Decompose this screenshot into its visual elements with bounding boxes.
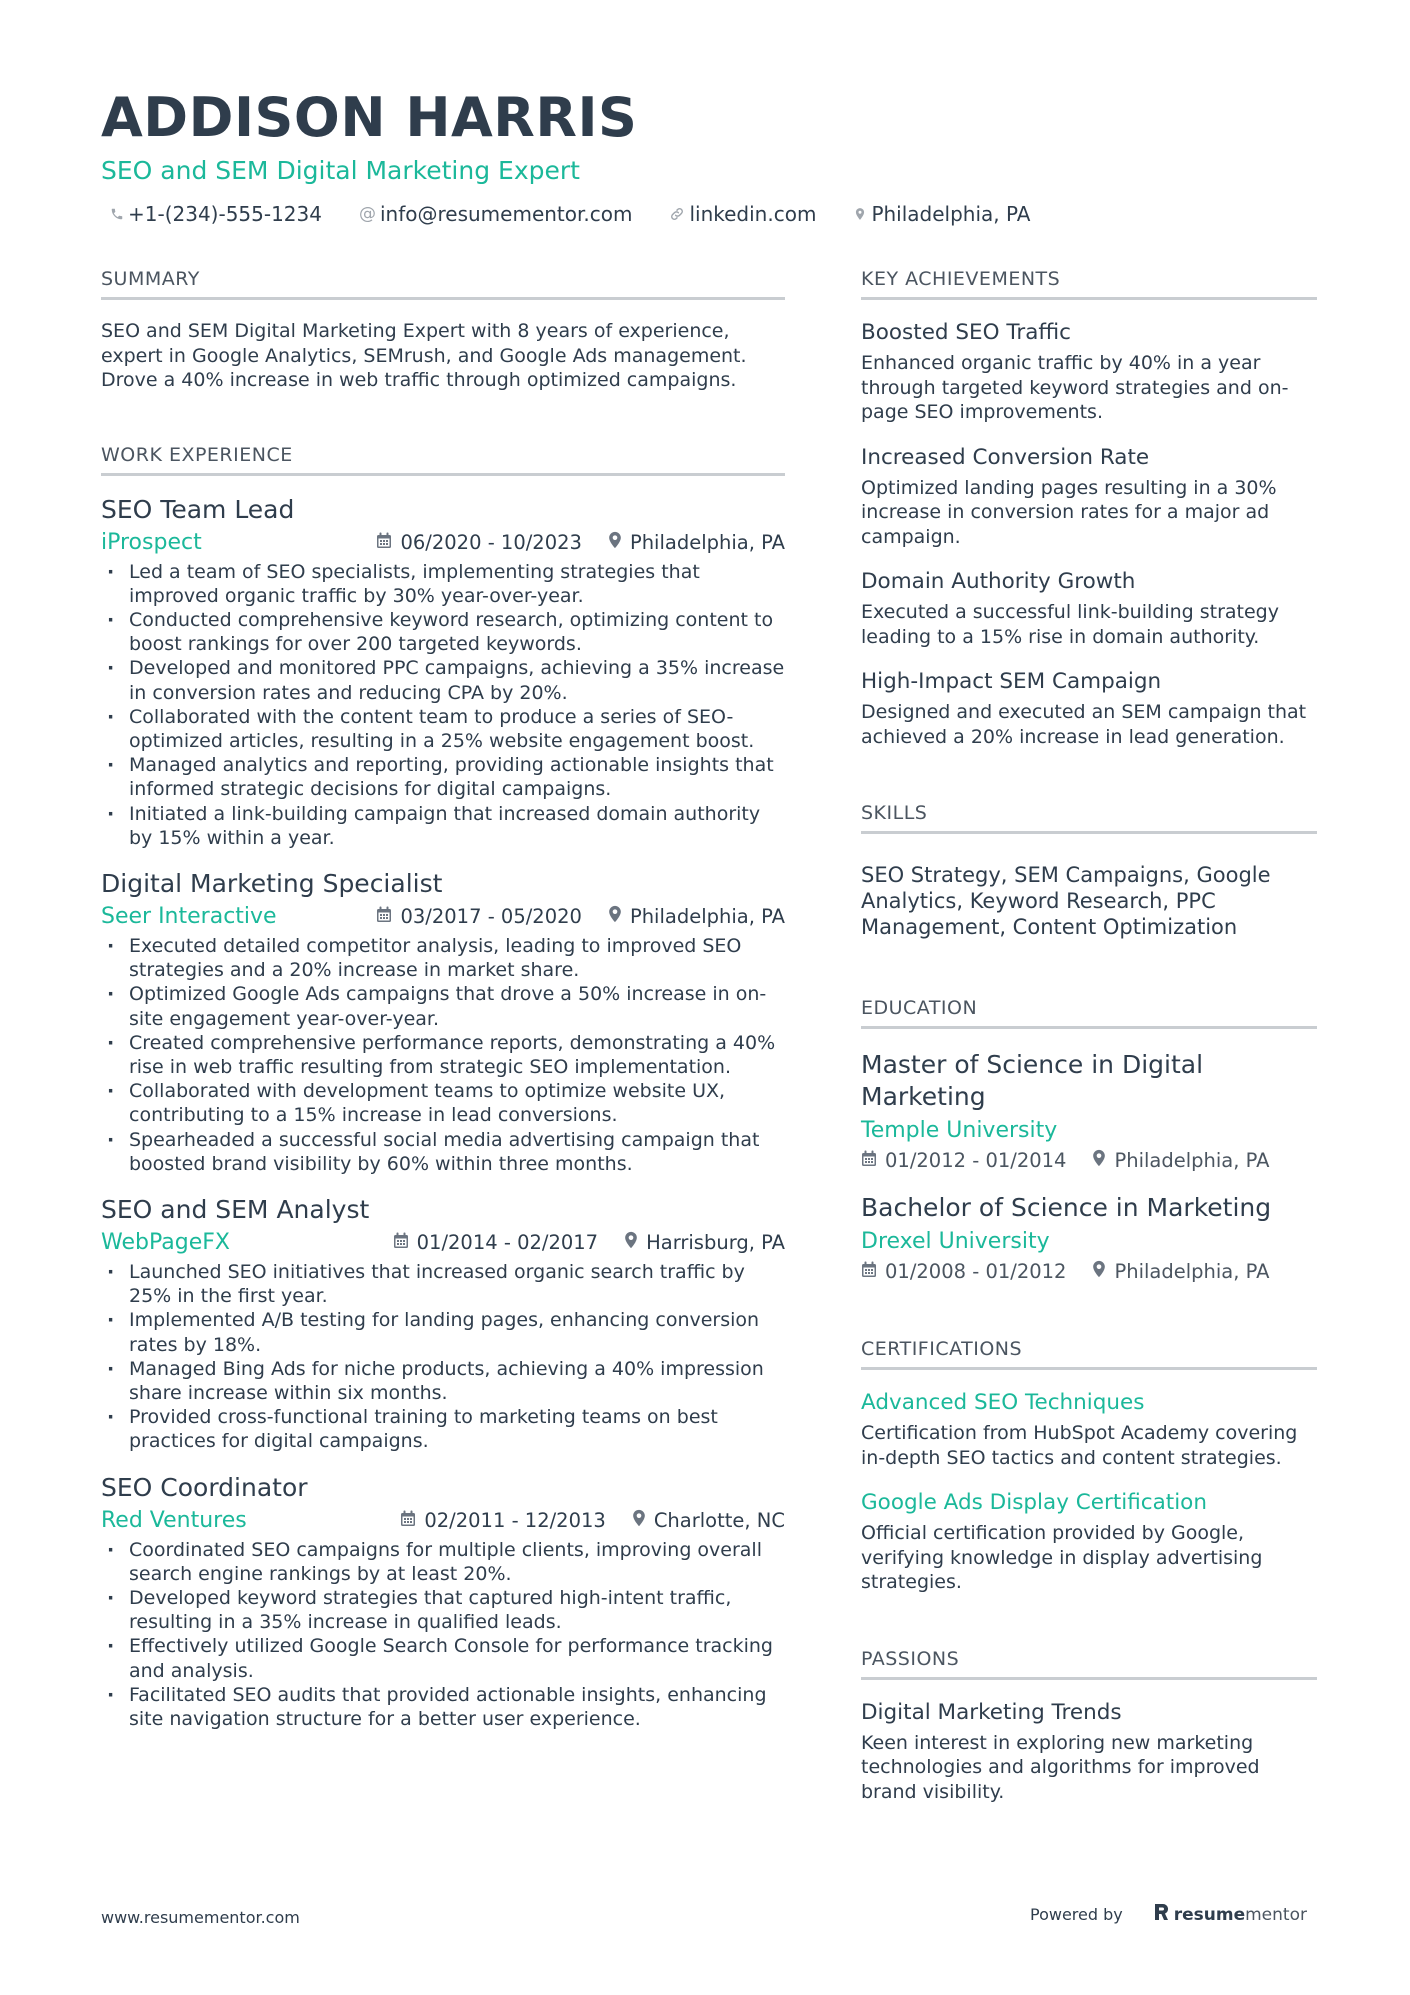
summary-heading: SUMMARY — [101, 267, 785, 300]
skills-text: SEO Strategy, SEM Campaigns, Google Analytics, Keyword Research, PPC Management, Content Optimization — [861, 863, 1271, 939]
location-pin-icon — [632, 1506, 646, 1536]
calendar-icon — [376, 528, 392, 558]
education-item — [861, 1192, 1317, 1283]
passion-item — [861, 1698, 1317, 1805]
certification-desc: Official certification provided by Google, verifying knowledge in display advertising strategies. — [861, 1522, 1263, 1593]
edu-school: Drexel University — [861, 1229, 1050, 1254]
job-meta — [101, 528, 785, 558]
edu-degree: Bachelor of Science in Marketing — [861, 1193, 1272, 1222]
edu-dates-text: 01/2012 - 01/2014 — [885, 1149, 1067, 1172]
edu-location-text: Philadelphia, PA — [1114, 1149, 1270, 1172]
job-dates — [376, 528, 581, 558]
achievement-title: Domain Authority Growth — [861, 569, 1136, 594]
job-entry — [101, 868, 785, 1176]
job-title: SEO Coordinator — [101, 1472, 308, 1502]
experience-heading: WORK EXPERIENCE — [101, 443, 785, 476]
bullet-item: · Collaborated with development teams to optimize website UX, contributing to a 15% increase in lead conversions. — [101, 1079, 785, 1127]
bullet-item: · Coordinated SEO campaigns for multiple clients, improving overall search engine rankings by at least 20%. — [101, 1538, 785, 1586]
footer-website[interactable]: www.resumementor.com — [101, 1908, 300, 1927]
job-title: Digital Marketing Specialist — [101, 868, 443, 898]
location-pin-icon — [853, 206, 867, 222]
powered-by-label: Powered by — [1030, 1905, 1123, 1924]
brand-light: mentor — [1245, 1904, 1307, 1925]
job-location — [608, 528, 785, 558]
company-name: iProspect — [101, 529, 202, 555]
achievement-item — [861, 567, 1317, 649]
passions-heading: PASSIONS — [861, 1647, 1317, 1680]
bullet-item: · Implemented A/B testing for landing pages, enhancing conversion rates by 18%. — [101, 1308, 785, 1356]
job-meta — [101, 1228, 785, 1258]
job-meta — [101, 1506, 785, 1536]
certification-item — [861, 1488, 1317, 1595]
contact-location — [844, 202, 1030, 226]
job-bullets — [101, 560, 785, 850]
phone-icon — [110, 207, 124, 221]
phone-text: +1-(234)-555-1234 — [128, 202, 322, 226]
achievements-heading: KEY ACHIEVEMENTS — [861, 267, 1317, 300]
job-dates — [376, 902, 581, 932]
edu-dates — [861, 1149, 1066, 1172]
job-dates — [393, 1228, 598, 1258]
job-location-text: Harrisburg, PA — [646, 1230, 785, 1254]
education-list — [861, 1049, 1317, 1283]
bullet-item: · Developed and monitored PPC campaigns, achieving a 35% increase in conversion rates and reducing CPA by 20%. — [101, 656, 785, 704]
achievement-desc: Optimized landing pages resulting in a 30% increase in conversion rates for a major ad campaign. — [861, 476, 1277, 548]
job-bullets — [101, 1260, 785, 1454]
location-pin-icon — [1092, 1260, 1106, 1283]
company-name: Seer Interactive — [101, 903, 277, 929]
summary-text: SEO and SEM Digital Marketing Expert with 8 years of experience, expert in Google Analytics, SEMrush, and Google Ads management. Drove a 40% increase in web traffic through optimized campaigns. — [101, 320, 747, 391]
edu-meta — [861, 1149, 1317, 1172]
bullet-item: · Created comprehensive performance reports, demonstrating a 40% rise in web traffic resulting from strategic SEO implementation. — [101, 1031, 785, 1079]
calendar-icon — [393, 1228, 409, 1258]
candidate-name: ADDISON HARRIS — [101, 86, 638, 149]
job-dates-text: 02/2011 - 12/2013 — [424, 1508, 606, 1532]
job-location — [624, 1228, 785, 1258]
bullet-item: · Collaborated with the content team to produce a series of SEO-optimized articles, resulting in a 25% website engagement boost. — [101, 705, 785, 753]
footer-powered — [1030, 1902, 1307, 1927]
bullet-item: · Executed detailed competitor analysis, leading to improved SEO strategies and a 20% increase in market share. — [101, 934, 785, 982]
bullet-item: · Spearheaded a successful social media advertising campaign that boosted brand visibility by 60% within three months. — [101, 1128, 785, 1176]
bullet-item: · Led a team of SEO specialists, implementing strategies that improved organic traffic by 30% year-over-year. — [101, 560, 785, 608]
bullet-item: · Facilitated SEO audits that provided actionable insights, enhancing site navigation structure for a better user experience. — [101, 1683, 785, 1731]
candidate-title: SEO and SEM Digital Marketing Expert — [101, 156, 580, 185]
job-location-text: Philadelphia, PA — [629, 530, 785, 554]
certifications-list — [861, 1388, 1317, 1595]
job-title: SEO and SEM Analyst — [101, 1194, 370, 1224]
certification-item — [861, 1388, 1317, 1470]
bullet-item: · Developed keyword strategies that captured high-intent traffic, resulting in a 35% increase in qualified leads. — [101, 1586, 785, 1634]
job-location-text: Charlotte, NC — [653, 1508, 785, 1532]
location-pin-icon — [608, 528, 622, 558]
education-item — [861, 1049, 1317, 1172]
bullet-item: · Managed analytics and reporting, providing actionable insights that informed strategic decisions for digital campaigns. — [101, 753, 785, 801]
passion-desc: Keen interest in exploring new marketing technologies and algorithms for improved brand visibility. — [861, 1731, 1260, 1803]
achievement-desc: Designed and executed an SEM campaign that achieved a 20% increase in lead generation. — [861, 701, 1307, 748]
contact-linkedin[interactable] — [660, 202, 816, 226]
jobs-list — [101, 494, 785, 1732]
certification-desc: Certification from HubSpot Academy covering in-depth SEO tactics and content strategies. — [861, 1422, 1298, 1469]
job-entry — [101, 1472, 785, 1732]
job-entry — [101, 494, 785, 850]
left-column — [101, 267, 785, 1731]
location-pin-icon — [624, 1228, 638, 1258]
job-dates-text: 01/2014 - 02/2017 — [416, 1230, 599, 1254]
skills-heading: SKILLS — [861, 801, 1317, 834]
location-pin-icon — [1092, 1149, 1106, 1172]
contact-row — [101, 202, 1321, 226]
achievement-item — [861, 667, 1317, 749]
education-heading: EDUCATION — [861, 996, 1317, 1029]
right-column — [861, 267, 1317, 1804]
certification-title: Advanced SEO Techniques — [861, 1390, 1145, 1415]
calendar-icon — [861, 1260, 877, 1283]
passions-list — [861, 1698, 1317, 1805]
achievement-item — [861, 318, 1317, 425]
edu-location — [1092, 1260, 1269, 1283]
bullet-item: · Launched SEO initiatives that increased organic search traffic by 25% in the first year. — [101, 1260, 785, 1308]
resumementor-logo-icon — [1153, 1902, 1169, 1927]
bullet-item: · Conducted comprehensive keyword research, optimizing content to boost rankings for over 200 targeted keywords. — [101, 608, 785, 656]
link-icon — [669, 206, 685, 222]
company-name: Red Ventures — [101, 1507, 247, 1533]
achievement-title: Boosted SEO Traffic — [861, 320, 1071, 345]
certifications-heading: CERTIFICATIONS — [861, 1337, 1317, 1370]
linkedin-text: linkedin.com — [689, 202, 817, 226]
bullet-item: · Optimized Google Ads campaigns that drove a 50% increase in on-site engagement year-over-year. — [101, 982, 785, 1030]
job-location — [632, 1506, 785, 1536]
calendar-icon — [400, 1506, 416, 1536]
calendar-icon — [861, 1149, 877, 1172]
contact-phone[interactable] — [101, 202, 322, 226]
achievement-desc: Executed a successful link-building strategy leading to a 15% rise in domain authority. — [861, 601, 1279, 648]
contact-email[interactable] — [350, 202, 632, 226]
job-location — [608, 902, 785, 932]
job-bullets — [101, 934, 785, 1176]
brand-logo[interactable] — [1153, 1902, 1307, 1927]
achievements-list — [861, 318, 1317, 749]
job-bullets — [101, 1538, 785, 1732]
edu-location-text: Philadelphia, PA — [1114, 1260, 1270, 1283]
email-text: info@resumementor.com — [379, 202, 633, 226]
job-meta — [101, 902, 785, 932]
edu-school: Temple University — [861, 1118, 1058, 1143]
job-entry — [101, 1194, 785, 1454]
job-dates-text: 06/2020 - 10/2023 — [400, 530, 582, 554]
edu-location — [1092, 1149, 1269, 1172]
edu-meta — [861, 1260, 1317, 1283]
bullet-item: · Initiated a link-building campaign that increased domain authority by 15% within a year. — [101, 802, 785, 850]
bullet-item: · Managed Bing Ads for niche products, achieving a 40% impression share increase within six months. — [101, 1357, 785, 1405]
resume-header — [101, 86, 1321, 226]
achievement-title: High-Impact SEM Campaign — [861, 669, 1162, 694]
achievement-desc: Enhanced organic traffic by 40% in a year through targeted keyword strategies and on-page SEO improvements. — [861, 352, 1289, 423]
bullet-item: · Provided cross-functional training to marketing teams on best practices for digital campaigns. — [101, 1405, 785, 1453]
at-icon: @ — [358, 204, 376, 224]
edu-dates — [861, 1260, 1066, 1283]
job-title: SEO Team Lead — [101, 494, 295, 524]
brand-bold: resume — [1173, 1904, 1246, 1925]
edu-dates-text: 01/2008 - 01/2012 — [885, 1260, 1067, 1283]
job-dates — [400, 1506, 605, 1536]
passion-title: Digital Marketing Trends — [861, 1699, 1122, 1725]
certification-title: Google Ads Display Certification — [861, 1490, 1207, 1515]
achievement-item — [861, 443, 1317, 550]
edu-degree: Master of Science in Digital Marketing — [861, 1050, 1204, 1111]
achievement-title: Increased Conversion Rate — [861, 444, 1150, 470]
job-location-text: Philadelphia, PA — [629, 904, 785, 928]
location-text: Philadelphia, PA — [871, 202, 1031, 226]
job-dates-text: 03/2017 - 05/2020 — [400, 904, 582, 928]
location-pin-icon — [608, 902, 622, 932]
company-name: WebPageFX — [101, 1229, 230, 1255]
bullet-item: · Effectively utilized Google Search Console for performance tracking and analysis. — [101, 1634, 785, 1682]
calendar-icon — [376, 902, 392, 932]
